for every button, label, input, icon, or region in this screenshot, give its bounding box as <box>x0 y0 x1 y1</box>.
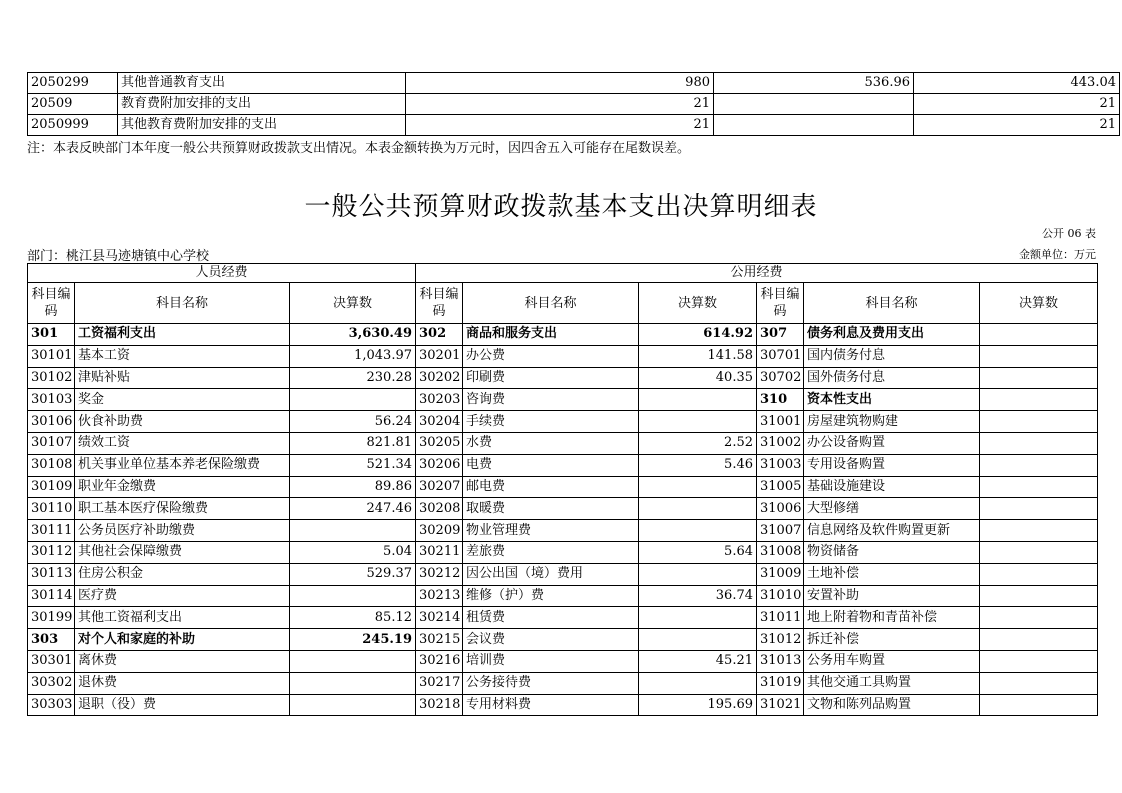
item-code: 31013 <box>757 650 804 672</box>
item-name: 因公出国（境）费用 <box>463 563 639 585</box>
item-code: 30209 <box>416 520 463 542</box>
item-code: 31012 <box>757 629 804 651</box>
header-code: 科目编码 <box>757 283 804 324</box>
item-amount <box>639 672 757 694</box>
row-name: 教育费附加安排的支出 <box>118 94 406 115</box>
row-value <box>714 115 914 136</box>
item-code: 307 <box>757 324 804 346</box>
row-value: 21 <box>406 94 714 115</box>
item-amount <box>639 498 757 520</box>
item-name: 公务员医疗补助缴费 <box>75 520 290 542</box>
header-code: 科目编码 <box>28 283 75 324</box>
item-code: 31019 <box>757 672 804 694</box>
item-code: 30113 <box>28 563 75 585</box>
header-amount: 决算数 <box>980 283 1098 324</box>
item-code: 30218 <box>416 694 463 716</box>
item-amount <box>980 432 1098 454</box>
item-amount: 195.69 <box>639 694 757 716</box>
item-amount: 2.52 <box>639 432 757 454</box>
table-row <box>28 629 1098 651</box>
item-code: 30216 <box>416 650 463 672</box>
item-name: 债务利息及费用支出 <box>804 324 980 346</box>
header-amount: 决算数 <box>290 283 416 324</box>
row-name: 其他普通教育支出 <box>118 73 406 94</box>
item-name: 拆迁补偿 <box>804 629 980 651</box>
item-amount <box>980 411 1098 433</box>
item-name: 基础设施建设 <box>804 476 980 498</box>
item-name: 住房公积金 <box>75 563 290 585</box>
item-amount <box>290 389 416 411</box>
item-code: 30204 <box>416 411 463 433</box>
item-amount: 5.46 <box>639 454 757 476</box>
item-amount <box>980 541 1098 563</box>
item-amount: 5.64 <box>639 541 757 563</box>
item-amount <box>639 389 757 411</box>
item-name: 取暖费 <box>463 498 639 520</box>
item-code: 31005 <box>757 476 804 498</box>
item-code: 302 <box>416 324 463 346</box>
item-name: 差旅费 <box>463 541 639 563</box>
item-amount <box>980 650 1098 672</box>
item-amount <box>980 367 1098 389</box>
item-name: 土地补偿 <box>804 563 980 585</box>
item-amount <box>639 607 757 629</box>
table-row <box>28 389 1098 411</box>
item-amount <box>980 324 1098 346</box>
item-code: 30102 <box>28 367 75 389</box>
item-name: 办公费 <box>463 345 639 367</box>
item-name: 医疗费 <box>75 585 290 607</box>
item-name: 房屋建筑物购建 <box>804 411 980 433</box>
item-name: 工资福利支出 <box>75 324 290 346</box>
item-name: 信息网络及软件购置更新 <box>804 520 980 542</box>
item-name: 对个人和家庭的补助 <box>75 629 290 651</box>
item-code: 31002 <box>757 432 804 454</box>
item-amount: 85.12 <box>290 607 416 629</box>
item-code: 30108 <box>28 454 75 476</box>
item-name: 其他社会保障缴费 <box>75 541 290 563</box>
item-name: 其他工资福利支出 <box>75 607 290 629</box>
item-name: 奖金 <box>75 389 290 411</box>
item-code: 30302 <box>28 672 75 694</box>
table-row <box>28 672 1098 694</box>
item-name: 伙食补助费 <box>75 411 290 433</box>
item-name: 印刷费 <box>463 367 639 389</box>
table-row <box>28 411 1098 433</box>
item-name: 公务接待费 <box>463 672 639 694</box>
row-value: 443.04 <box>914 73 1120 94</box>
item-amount: 56.24 <box>290 411 416 433</box>
item-code: 30205 <box>416 432 463 454</box>
item-amount <box>980 389 1098 411</box>
item-name: 退职（役）费 <box>75 694 290 716</box>
table-row <box>28 73 1120 94</box>
item-name: 机关事业单位基本养老保险缴费 <box>75 454 290 476</box>
item-code: 30111 <box>28 520 75 542</box>
group-public: 公用经费 <box>416 264 1098 283</box>
item-name: 专用设备购置 <box>804 454 980 476</box>
item-code: 303 <box>28 629 75 651</box>
item-code: 30107 <box>28 432 75 454</box>
table-note: 注：本表反映部门本年度一般公共预算财政拨款支出情况。本表金额转换为万元时，因四舍五入可能存在尾数误差。 <box>27 141 691 156</box>
item-code: 301 <box>28 324 75 346</box>
item-name: 办公设备购置 <box>804 432 980 454</box>
item-amount <box>980 607 1098 629</box>
item-amount <box>639 563 757 585</box>
item-code: 30101 <box>28 345 75 367</box>
item-code: 30212 <box>416 563 463 585</box>
item-code: 30207 <box>416 476 463 498</box>
table-row <box>28 694 1098 716</box>
item-code: 30303 <box>28 694 75 716</box>
item-code: 31008 <box>757 541 804 563</box>
item-amount: 89.86 <box>290 476 416 498</box>
item-code: 30206 <box>416 454 463 476</box>
item-name: 地上附着物和青苗补偿 <box>804 607 980 629</box>
item-code: 31001 <box>757 411 804 433</box>
item-code: 31007 <box>757 520 804 542</box>
item-code: 31009 <box>757 563 804 585</box>
item-name: 绩效工资 <box>75 432 290 454</box>
item-code: 30106 <box>28 411 75 433</box>
table-row <box>28 345 1098 367</box>
item-amount <box>980 694 1098 716</box>
item-amount: 245.19 <box>290 629 416 651</box>
table-row <box>28 498 1098 520</box>
group-header-row <box>28 264 1098 283</box>
item-name: 维修（护）费 <box>463 585 639 607</box>
table-row <box>28 585 1098 607</box>
item-amount <box>639 520 757 542</box>
table-row <box>28 115 1120 136</box>
item-code: 30215 <box>416 629 463 651</box>
item-amount <box>980 563 1098 585</box>
item-code: 30217 <box>416 672 463 694</box>
table-row <box>28 454 1098 476</box>
item-amount <box>980 672 1098 694</box>
row-code: 2050999 <box>28 115 118 136</box>
item-name: 物业管理费 <box>463 520 639 542</box>
item-code: 30301 <box>28 650 75 672</box>
item-name: 手续费 <box>463 411 639 433</box>
table-row <box>28 432 1098 454</box>
row-value: 980 <box>406 73 714 94</box>
item-amount <box>639 476 757 498</box>
item-code: 30203 <box>416 389 463 411</box>
item-name: 电费 <box>463 454 639 476</box>
row-value: 21 <box>914 115 1120 136</box>
item-amount <box>290 694 416 716</box>
item-amount: 36.74 <box>639 585 757 607</box>
header-code: 科目编码 <box>416 283 463 324</box>
item-code: 31006 <box>757 498 804 520</box>
item-amount: 247.46 <box>290 498 416 520</box>
item-name: 安置补助 <box>804 585 980 607</box>
item-code: 30109 <box>28 476 75 498</box>
item-amount <box>980 585 1098 607</box>
row-code: 20509 <box>28 94 118 115</box>
item-amount: 45.21 <box>639 650 757 672</box>
item-amount: 230.28 <box>290 367 416 389</box>
row-code: 2050299 <box>28 73 118 94</box>
item-code: 31003 <box>757 454 804 476</box>
item-amount: 5.04 <box>290 541 416 563</box>
table-row <box>28 650 1098 672</box>
row-value: 536.96 <box>714 73 914 94</box>
item-code: 30112 <box>28 541 75 563</box>
item-name: 商品和服务支出 <box>463 324 639 346</box>
item-name: 国外债务付息 <box>804 367 980 389</box>
item-name: 文物和陈列品购置 <box>804 694 980 716</box>
item-name: 职工基本医疗保险缴费 <box>75 498 290 520</box>
item-amount <box>290 520 416 542</box>
item-code: 30201 <box>416 345 463 367</box>
table-row <box>28 541 1098 563</box>
item-amount <box>639 629 757 651</box>
item-name: 会议费 <box>463 629 639 651</box>
item-name: 邮电费 <box>463 476 639 498</box>
item-amount <box>980 345 1098 367</box>
item-amount <box>290 585 416 607</box>
item-code: 30211 <box>416 541 463 563</box>
item-name: 咨询费 <box>463 389 639 411</box>
row-value: 21 <box>914 94 1120 115</box>
item-amount <box>980 454 1098 476</box>
table-row <box>28 94 1120 115</box>
header-name: 科目名称 <box>463 283 639 324</box>
item-code: 310 <box>757 389 804 411</box>
item-name: 租赁费 <box>463 607 639 629</box>
item-name: 退休费 <box>75 672 290 694</box>
item-code: 31011 <box>757 607 804 629</box>
page-title: 一般公共预算财政拨款基本支出决算明细表 <box>304 192 818 222</box>
item-amount <box>290 672 416 694</box>
item-amount: 141.58 <box>639 345 757 367</box>
item-amount <box>980 498 1098 520</box>
item-amount <box>639 411 757 433</box>
item-code: 30103 <box>28 389 75 411</box>
item-name: 资本性支出 <box>804 389 980 411</box>
item-name: 离休费 <box>75 650 290 672</box>
basic-expenditure-detail-table <box>27 263 1098 716</box>
item-name: 职业年金缴费 <box>75 476 290 498</box>
item-code: 30199 <box>28 607 75 629</box>
table-row <box>28 367 1098 389</box>
header-name: 科目名称 <box>75 283 290 324</box>
item-code: 30202 <box>416 367 463 389</box>
table-row <box>28 476 1098 498</box>
department-label: 部门：桃江县马迹塘镇中心学校 <box>27 249 210 264</box>
amount-unit-label: 金额单位：万元 <box>1019 248 1096 261</box>
item-code: 30110 <box>28 498 75 520</box>
table-row <box>28 324 1098 346</box>
group-personnel: 人员经费 <box>28 264 416 283</box>
item-name: 大型修缮 <box>804 498 980 520</box>
item-amount <box>980 520 1098 542</box>
table-row <box>28 563 1098 585</box>
header-name: 科目名称 <box>804 283 980 324</box>
item-name: 国内债务付息 <box>804 345 980 367</box>
item-code: 30208 <box>416 498 463 520</box>
item-amount: 40.35 <box>639 367 757 389</box>
item-code: 30114 <box>28 585 75 607</box>
column-header-row <box>28 283 1098 324</box>
item-code: 30214 <box>416 607 463 629</box>
item-code: 30213 <box>416 585 463 607</box>
form-code: 公开 06 表 <box>1042 227 1096 240</box>
item-amount <box>290 650 416 672</box>
item-amount: 614.92 <box>639 324 757 346</box>
item-code: 30702 <box>757 367 804 389</box>
item-amount: 1,043.97 <box>290 345 416 367</box>
row-value: 21 <box>406 115 714 136</box>
item-code: 31010 <box>757 585 804 607</box>
header-amount: 决算数 <box>639 283 757 324</box>
table-row <box>28 607 1098 629</box>
item-name: 水费 <box>463 432 639 454</box>
item-amount: 3,630.49 <box>290 324 416 346</box>
row-value <box>714 94 914 115</box>
item-name: 公务用车购置 <box>804 650 980 672</box>
item-amount: 529.37 <box>290 563 416 585</box>
item-name: 基本工资 <box>75 345 290 367</box>
item-name: 物资储备 <box>804 541 980 563</box>
item-code: 30701 <box>757 345 804 367</box>
top-expenditure-table <box>27 72 1120 136</box>
item-amount <box>980 476 1098 498</box>
item-name: 专用材料费 <box>463 694 639 716</box>
item-amount: 521.34 <box>290 454 416 476</box>
item-amount <box>980 629 1098 651</box>
item-name: 津贴补贴 <box>75 367 290 389</box>
row-name: 其他教育费附加安排的支出 <box>118 115 406 136</box>
item-amount: 821.81 <box>290 432 416 454</box>
item-name: 其他交通工具购置 <box>804 672 980 694</box>
item-code: 31021 <box>757 694 804 716</box>
item-name: 培训费 <box>463 650 639 672</box>
table-row <box>28 520 1098 542</box>
